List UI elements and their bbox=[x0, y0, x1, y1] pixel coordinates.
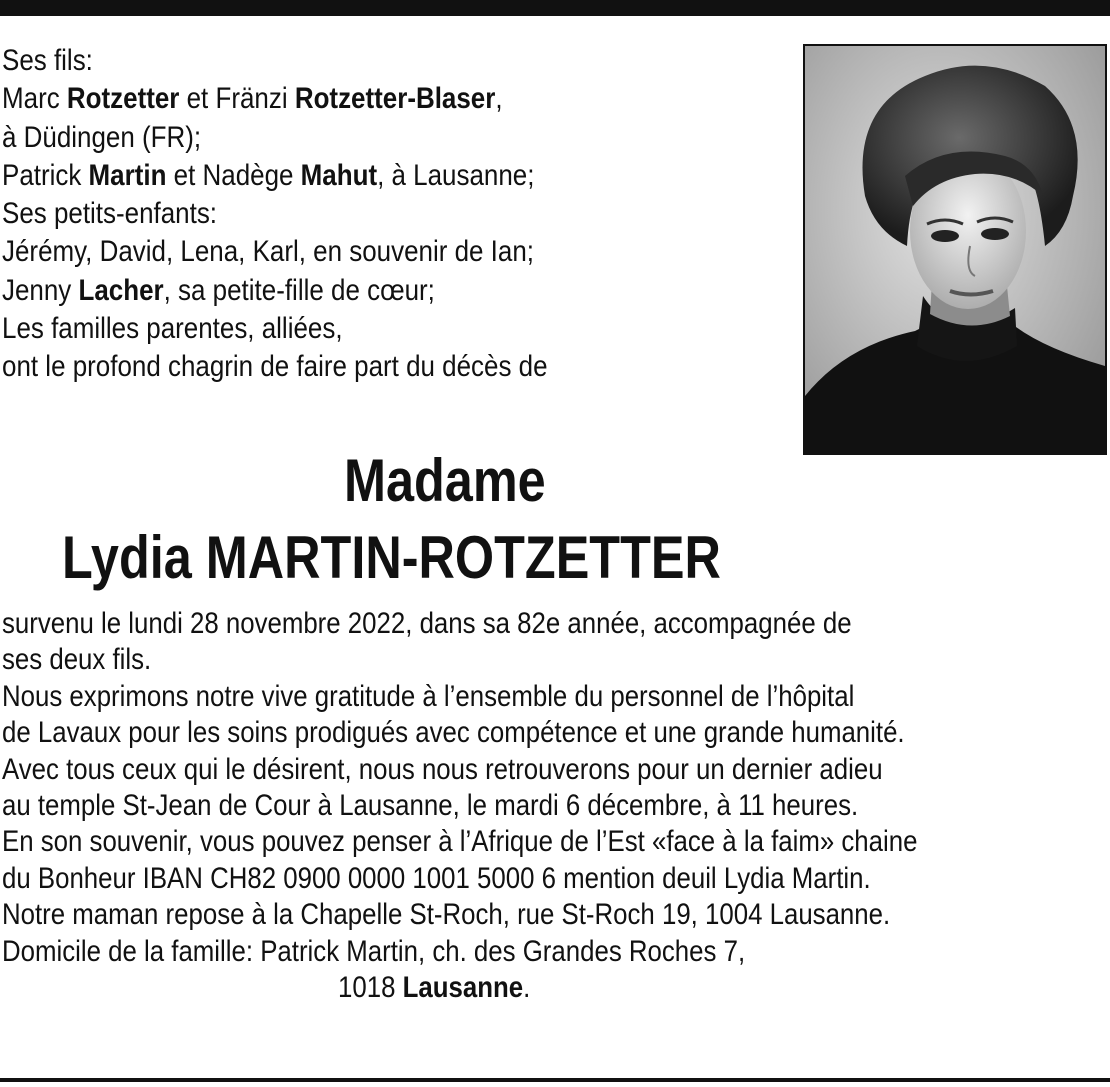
text-run: ont le profond chagrin de faire part du décès de bbox=[2, 350, 548, 384]
text-run: 1018 bbox=[338, 971, 403, 1005]
text-run: , sa petite-fille de cœur; bbox=[163, 273, 435, 307]
text-run: . bbox=[523, 971, 531, 1005]
text-run: Jenny bbox=[2, 273, 79, 307]
body-line bbox=[2, 788, 1105, 824]
text-run: Notre maman repose à la Chapelle St-Roch, rue St-Roch 19, 1004 Lausanne. bbox=[2, 898, 891, 932]
text-run: Les familles parentes, alliées, bbox=[2, 312, 343, 346]
text-run: Avec tous ceux qui le désirent, nous nous retrouverons pour un dernier adieu bbox=[2, 752, 883, 786]
body-line bbox=[2, 752, 1105, 788]
text-run: du Bonheur IBAN CH82 0900 0000 1001 5000 6 mention deuil Lydia Martin. bbox=[2, 861, 871, 895]
intro-line bbox=[2, 310, 688, 348]
body-line bbox=[2, 642, 1105, 678]
bold-name: Martin bbox=[88, 158, 167, 192]
top-rule bbox=[0, 0, 1110, 16]
text-run: , à Lausanne; bbox=[377, 158, 535, 192]
intro-line bbox=[2, 80, 688, 118]
body-line bbox=[2, 970, 1105, 1006]
text-run: de Lavaux pour les soins prodigués avec compétence et une grande humanité. bbox=[2, 716, 905, 750]
text-run: et Nadège bbox=[166, 158, 301, 192]
intro-line bbox=[2, 348, 688, 386]
mourners-list bbox=[2, 42, 688, 387]
bold-name: Lausanne bbox=[402, 971, 524, 1005]
text-run: Domicile de la famille: Patrick Martin, ch. des Grandes Roches 7, bbox=[2, 934, 746, 968]
bold-name: Mahut bbox=[300, 158, 378, 192]
intro-line bbox=[2, 42, 688, 80]
body-line bbox=[2, 861, 1105, 897]
bottom-rule bbox=[0, 1078, 1110, 1082]
text-run: et Fränzi bbox=[179, 82, 295, 116]
intro-line bbox=[2, 157, 688, 195]
body-line bbox=[2, 824, 1105, 860]
text-run: ses deux fils. bbox=[2, 643, 152, 677]
text-run: , bbox=[495, 82, 503, 116]
text-run: Ses petits-enfants: bbox=[2, 197, 218, 231]
text-run: Ses fils: bbox=[2, 44, 93, 77]
intro-line bbox=[2, 233, 688, 271]
text-run: survenu le lundi 28 novembre 2022, dans sa 82e année, accompagnée de bbox=[2, 607, 852, 640]
text-run: Nous exprimons notre vive gratitude à l’ensemble du personnel de l’hôpital bbox=[2, 679, 855, 713]
text-run: au temple St-Jean de Cour à Lausanne, le mardi 6 décembre, à 11 heures. bbox=[2, 789, 859, 823]
body-line bbox=[2, 897, 1105, 933]
deceased-name: Lydia MARTIN-ROTZETTER bbox=[62, 524, 721, 591]
text-run: Patrick bbox=[2, 158, 89, 192]
body-line bbox=[2, 679, 1105, 715]
bold-name: Rotzetter bbox=[66, 82, 180, 116]
announcement-body bbox=[2, 606, 1105, 1006]
text-run: Marc bbox=[2, 82, 67, 116]
bold-name: Rotzetter-Blaser bbox=[294, 82, 496, 116]
honorific: Madame bbox=[344, 447, 546, 514]
text-run: En son souvenir, vous pouvez penser à l’Afrique de l’Est «face à la faim» chaine bbox=[2, 825, 918, 859]
text-run: à Düdingen (FR); bbox=[2, 120, 202, 154]
bold-name: Lacher bbox=[78, 273, 164, 307]
portrait-image bbox=[805, 46, 1105, 453]
intro-line bbox=[2, 272, 688, 310]
body-line bbox=[2, 606, 1105, 642]
text-run: Jérémy, David, Lena, Karl, en souvenir de Ian; bbox=[2, 235, 534, 269]
portrait-photo bbox=[803, 44, 1107, 455]
body-line bbox=[2, 715, 1105, 751]
intro-line bbox=[2, 119, 688, 157]
body-line bbox=[2, 934, 1105, 970]
intro-line bbox=[2, 195, 688, 233]
